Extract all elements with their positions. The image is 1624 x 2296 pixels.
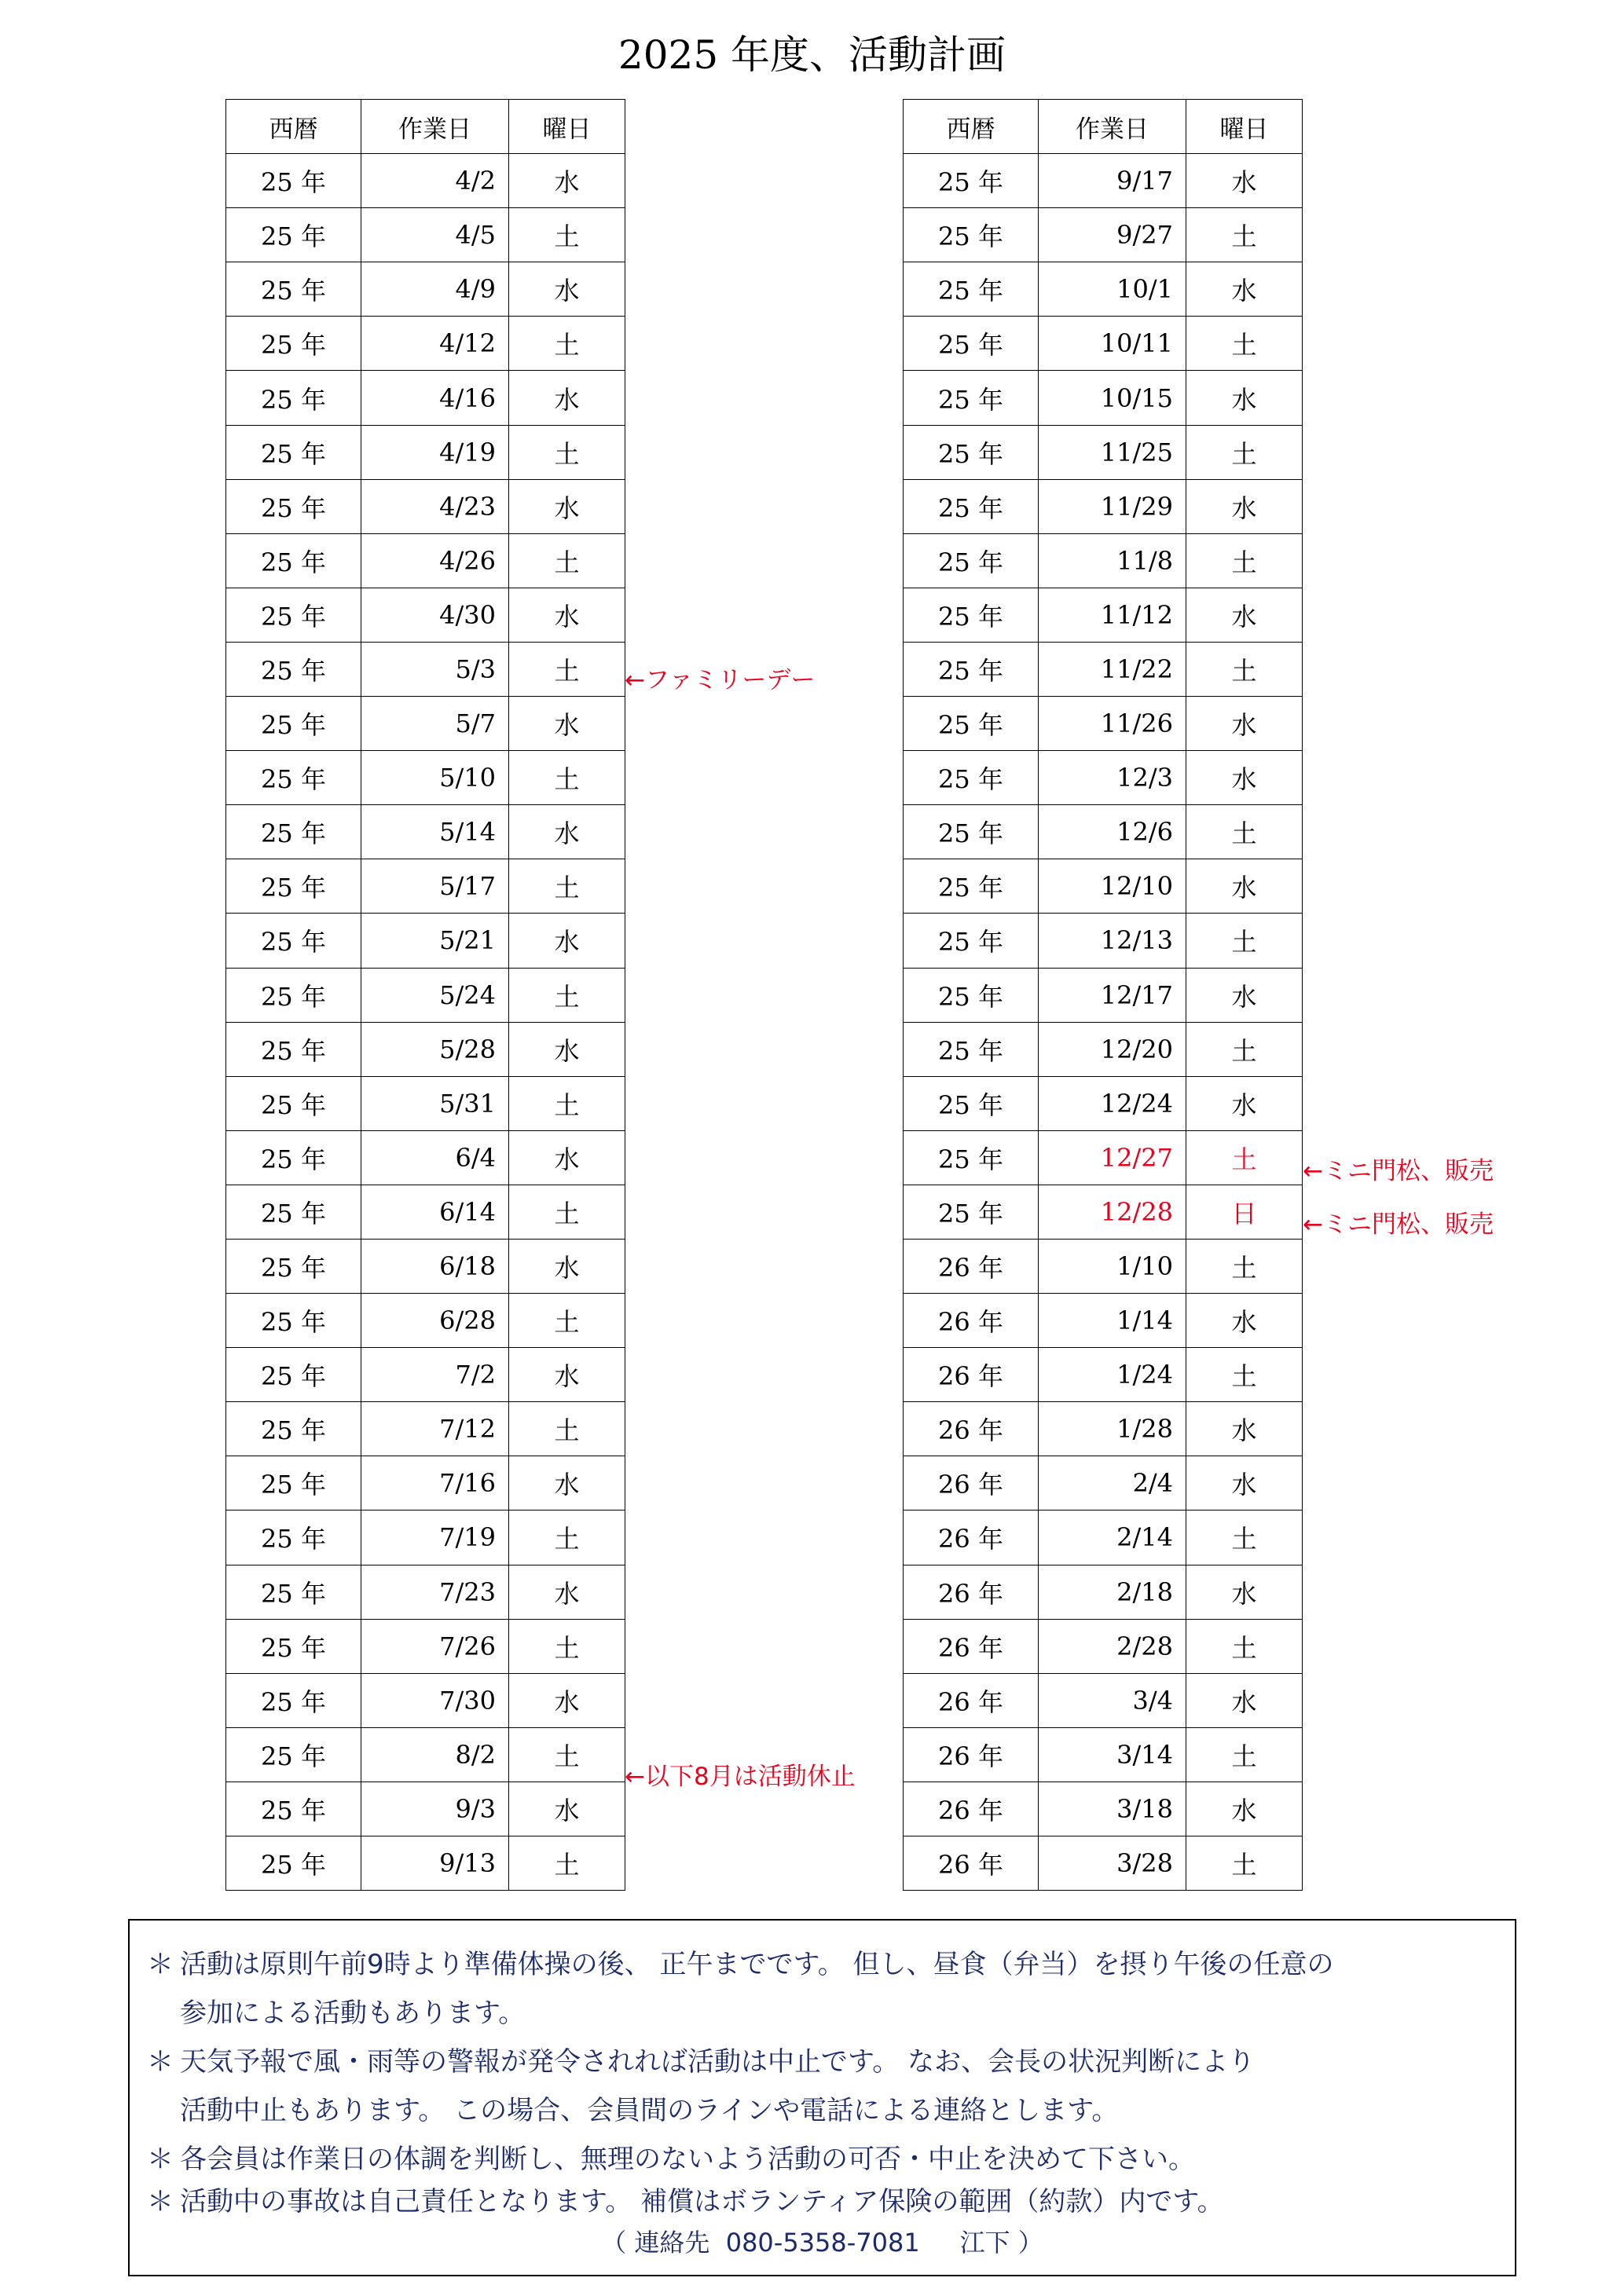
note-line-2 [147, 2040, 1255, 2078]
cell-dow: 水 [509, 1456, 625, 1511]
cell-date: 4/19 [361, 425, 509, 479]
cell-dow: 土 [509, 1402, 625, 1456]
table-header-row [226, 100, 625, 154]
cell-dow: 土 [509, 642, 625, 696]
cell-date: 7/19 [361, 1511, 509, 1565]
cell-year: 25 年 [226, 1782, 361, 1836]
cell-year: 25 年 [226, 697, 361, 751]
cell-date: 2/28 [1039, 1619, 1186, 1673]
header-date: 作業日 [1039, 100, 1186, 154]
cell-dow: 水 [509, 1348, 625, 1402]
table-row [904, 1727, 1303, 1782]
cell-date: 6/18 [361, 1239, 509, 1293]
cell-year: 25 年 [226, 479, 361, 533]
cell-year: 26 年 [904, 1456, 1039, 1511]
cell-date: 1/14 [1039, 1294, 1186, 1348]
cell-dow: 水 [509, 697, 625, 751]
table-row [904, 697, 1303, 751]
header-year: 西暦 [904, 100, 1039, 154]
table-row [226, 751, 625, 805]
schedule-table-left [225, 99, 625, 1891]
cell-dow: 水 [1186, 1673, 1303, 1727]
cell-year: 25 年 [904, 1076, 1039, 1130]
cell-year: 25 年 [904, 859, 1039, 914]
cell-dow: 土 [1186, 425, 1303, 479]
cell-dow: 土 [1186, 1727, 1303, 1782]
contact-line: （ 連絡先 080-5358-7081 江下 ） [601, 2228, 1043, 2258]
cell-dow: 土 [509, 1294, 625, 1348]
table-row [226, 805, 625, 859]
cell-year: 25 年 [226, 1294, 361, 1348]
cell-date: 1/10 [1039, 1239, 1186, 1293]
cell-dow: 水 [1186, 751, 1303, 805]
cell-dow: 土 [509, 317, 625, 371]
cell-date: 11/29 [1039, 479, 1186, 533]
header-year: 西暦 [226, 100, 361, 154]
note-text: 活動は原則午前9時より準備体操の後、 正午までです。 但し、昼食（弁当）を摂り午後の任意の [180, 1949, 1334, 1980]
note-line-2b: 活動中止もあります。 この場合、会員間のラインや電話による連絡とします。 [180, 2095, 1119, 2126]
cell-year: 25 年 [904, 208, 1039, 262]
cell-dow: 土 [1186, 1836, 1303, 1891]
page-title: 2025 年度、活動計画 [618, 32, 1006, 78]
cell-year: 25 年 [226, 805, 361, 859]
cell-year: 26 年 [904, 1727, 1039, 1782]
table-row [904, 208, 1303, 262]
table-row [904, 533, 1303, 588]
family-day-note: ←ファミリーデー [625, 666, 816, 694]
table-row [904, 859, 1303, 914]
table-row [226, 1076, 625, 1130]
cell-dow: 土 [1186, 317, 1303, 371]
bullet-asterisk: ＊ [147, 2186, 174, 2217]
cell-dow: 水 [1186, 154, 1303, 208]
cell-dow: 土 [1186, 1130, 1303, 1185]
cell-dow: 日 [1186, 1185, 1303, 1239]
cell-dow: 水 [1186, 1456, 1303, 1511]
cell-year: 26 年 [904, 1294, 1039, 1348]
cell-dow: 土 [1186, 1511, 1303, 1565]
mini-kadomatsu-note-2: ←ミニ門松、販売 [1303, 1210, 1494, 1239]
cell-year: 25 年 [904, 697, 1039, 751]
table-row [226, 371, 625, 425]
cell-date: 11/26 [1039, 697, 1186, 751]
cell-dow: 土 [1186, 1022, 1303, 1076]
cell-year: 25 年 [226, 1239, 361, 1293]
cell-dow: 水 [509, 1130, 625, 1185]
cell-dow: 水 [1186, 1402, 1303, 1456]
cell-date: 10/1 [1039, 262, 1186, 317]
table-row [904, 1836, 1303, 1891]
table-row [226, 642, 625, 696]
cell-date: 5/10 [361, 751, 509, 805]
cell-date: 4/5 [361, 208, 509, 262]
cell-year: 25 年 [904, 425, 1039, 479]
cell-dow: 土 [509, 533, 625, 588]
note-line-4 [147, 2180, 1224, 2218]
cell-dow: 水 [1186, 968, 1303, 1022]
table-row [226, 533, 625, 588]
table-row [226, 154, 625, 208]
cell-date: 4/23 [361, 479, 509, 533]
cell-date: 8/2 [361, 1727, 509, 1782]
cell-year: 25 年 [904, 588, 1039, 642]
cell-date: 11/8 [1039, 533, 1186, 588]
note-text: 天気予報で風・雨等の警報が発令されれば活動は中止です。 なお、会長の状況判断により [180, 2046, 1256, 2078]
cell-year: 26 年 [904, 1673, 1039, 1727]
cell-date: 7/12 [361, 1402, 509, 1456]
table-row [226, 1836, 625, 1891]
cell-year: 25 年 [226, 859, 361, 914]
table-row [226, 479, 625, 533]
cell-dow: 土 [509, 751, 625, 805]
cell-date: 12/13 [1039, 914, 1186, 968]
cell-year: 25 年 [226, 317, 361, 371]
cell-year: 25 年 [226, 533, 361, 588]
table-row [226, 317, 625, 371]
table-row [904, 1565, 1303, 1619]
cell-dow: 土 [509, 1727, 625, 1782]
cell-date: 4/26 [361, 533, 509, 588]
cell-dow: 水 [509, 1239, 625, 1293]
cell-dow: 土 [1186, 1619, 1303, 1673]
cell-date: 11/12 [1039, 588, 1186, 642]
cell-year: 26 年 [904, 1511, 1039, 1565]
table-row [904, 1402, 1303, 1456]
table-row [904, 968, 1303, 1022]
cell-dow: 土 [1186, 533, 1303, 588]
table-row [226, 1727, 625, 1782]
table-row [904, 642, 1303, 696]
cell-dow: 土 [1186, 805, 1303, 859]
table-row [904, 262, 1303, 317]
cell-year: 25 年 [226, 1565, 361, 1619]
cell-dow: 土 [509, 1836, 625, 1891]
cell-year: 25 年 [904, 371, 1039, 425]
cell-dow: 水 [509, 479, 625, 533]
cell-date: 6/28 [361, 1294, 509, 1348]
cell-year: 25 年 [904, 914, 1039, 968]
table-row [226, 1565, 625, 1619]
cell-dow: 水 [509, 1782, 625, 1836]
cell-year: 25 年 [226, 1076, 361, 1130]
cell-date: 12/20 [1039, 1022, 1186, 1076]
cell-date: 4/12 [361, 317, 509, 371]
header-dow: 曜日 [509, 100, 625, 154]
cell-date: 12/3 [1039, 751, 1186, 805]
cell-date: 3/4 [1039, 1673, 1186, 1727]
cell-year: 25 年 [904, 1185, 1039, 1239]
cell-date: 12/24 [1039, 1076, 1186, 1130]
cell-date: 5/7 [361, 697, 509, 751]
table-row [226, 1348, 625, 1402]
note-line-3 [147, 2137, 1195, 2176]
table-row [904, 1239, 1303, 1293]
cell-date: 5/31 [361, 1076, 509, 1130]
cell-dow: 水 [1186, 697, 1303, 751]
cell-dow: 水 [1186, 262, 1303, 317]
cell-dow: 水 [509, 1022, 625, 1076]
cell-date: 9/17 [1039, 154, 1186, 208]
cell-dow: 水 [509, 154, 625, 208]
table-row [226, 1673, 625, 1727]
table-row [904, 317, 1303, 371]
table-row [904, 1348, 1303, 1402]
cell-date: 12/6 [1039, 805, 1186, 859]
cell-year: 25 年 [226, 914, 361, 968]
cell-date: 3/14 [1039, 1727, 1186, 1782]
table-row [226, 1294, 625, 1348]
cell-date: 7/2 [361, 1348, 509, 1402]
cell-date: 5/28 [361, 1022, 509, 1076]
cell-date: 4/16 [361, 371, 509, 425]
cell-dow: 土 [1186, 1348, 1303, 1402]
cell-date: 3/18 [1039, 1782, 1186, 1836]
cell-year: 25 年 [226, 371, 361, 425]
cell-year: 25 年 [904, 533, 1039, 588]
cell-year: 25 年 [904, 751, 1039, 805]
cell-year: 25 年 [226, 968, 361, 1022]
cell-dow: 土 [509, 968, 625, 1022]
cell-year: 25 年 [226, 1185, 361, 1239]
table-row [904, 479, 1303, 533]
table-row [904, 425, 1303, 479]
cell-dow: 水 [509, 1673, 625, 1727]
cell-year: 25 年 [904, 968, 1039, 1022]
cell-year: 25 年 [226, 154, 361, 208]
cell-dow: 土 [509, 859, 625, 914]
cell-date: 11/22 [1039, 642, 1186, 696]
header-dow: 曜日 [1186, 100, 1303, 154]
notes-box [128, 1919, 1516, 2276]
cell-date: 2/4 [1039, 1456, 1186, 1511]
cell-year: 25 年 [226, 1022, 361, 1076]
bullet-asterisk: ＊ [147, 1949, 174, 1980]
table-row [226, 1619, 625, 1673]
table-row [904, 154, 1303, 208]
table-row [904, 1022, 1303, 1076]
cell-dow: 水 [509, 805, 625, 859]
cell-year: 25 年 [904, 154, 1039, 208]
table-row [226, 208, 625, 262]
table-row [904, 1294, 1303, 1348]
table-row [904, 1511, 1303, 1565]
cell-date: 12/10 [1039, 859, 1186, 914]
cell-date: 9/3 [361, 1782, 509, 1836]
note-text: 各会員は作業日の体調を判断し、無理のないよう活動の可否・中止を決めて下さい。 [180, 2144, 1195, 2175]
cell-year: 25 年 [904, 479, 1039, 533]
cell-date: 5/21 [361, 914, 509, 968]
cell-date: 1/28 [1039, 1402, 1186, 1456]
table-row [904, 1782, 1303, 1836]
cell-dow: 土 [1186, 642, 1303, 696]
cell-date: 2/14 [1039, 1511, 1186, 1565]
note-text: 活動中の事故は自己責任となります。 補償はボランティア保険の範囲（約款）内です。 [180, 2186, 1224, 2217]
cell-year: 25 年 [904, 1130, 1039, 1185]
table-row [226, 1022, 625, 1076]
table-row [226, 1782, 625, 1836]
cell-dow: 土 [509, 208, 625, 262]
cell-date: 4/2 [361, 154, 509, 208]
cell-year: 25 年 [226, 1727, 361, 1782]
note-line-1 [147, 1943, 1334, 1981]
cell-year: 25 年 [226, 208, 361, 262]
table-row [904, 1456, 1303, 1511]
cell-year: 26 年 [904, 1782, 1039, 1836]
cell-year: 26 年 [904, 1836, 1039, 1891]
cell-year: 25 年 [226, 1456, 361, 1511]
cell-year: 25 年 [226, 751, 361, 805]
cell-year: 26 年 [904, 1565, 1039, 1619]
cell-year: 25 年 [904, 1022, 1039, 1076]
cell-dow: 水 [509, 371, 625, 425]
cell-dow: 水 [509, 588, 625, 642]
cell-date: 5/14 [361, 805, 509, 859]
cell-date: 1/24 [1039, 1348, 1186, 1402]
table-row [226, 1402, 625, 1456]
table-row [226, 697, 625, 751]
table-row [226, 1130, 625, 1185]
table-row [904, 1130, 1303, 1185]
cell-date: 11/25 [1039, 425, 1186, 479]
cell-dow: 土 [509, 425, 625, 479]
table-row [226, 1239, 625, 1293]
cell-dow: 土 [1186, 1239, 1303, 1293]
cell-date: 7/16 [361, 1456, 509, 1511]
table-row [226, 425, 625, 479]
table-row [226, 1185, 625, 1239]
cell-year: 25 年 [226, 588, 361, 642]
cell-year: 25 年 [226, 262, 361, 317]
cell-year: 26 年 [904, 1239, 1039, 1293]
table-row [904, 1185, 1303, 1239]
cell-dow: 土 [509, 1511, 625, 1565]
cell-year: 26 年 [904, 1619, 1039, 1673]
cell-dow: 土 [1186, 914, 1303, 968]
table-row [226, 968, 625, 1022]
mini-kadomatsu-note-1: ←ミニ門松、販売 [1303, 1157, 1494, 1185]
cell-year: 25 年 [226, 642, 361, 696]
schedule-table-right [903, 99, 1303, 1891]
cell-dow: 水 [1186, 1076, 1303, 1130]
cell-date: 10/11 [1039, 317, 1186, 371]
cell-date: 9/27 [1039, 208, 1186, 262]
cell-date: 5/3 [361, 642, 509, 696]
cell-year: 25 年 [226, 1130, 361, 1185]
cell-date: 5/17 [361, 859, 509, 914]
cell-dow: 水 [1186, 1782, 1303, 1836]
cell-year: 25 年 [904, 317, 1039, 371]
cell-year: 25 年 [226, 1673, 361, 1727]
cell-dow: 水 [1186, 859, 1303, 914]
cell-year: 25 年 [226, 1348, 361, 1402]
table-row [904, 588, 1303, 642]
cell-date: 6/4 [361, 1130, 509, 1185]
cell-year: 26 年 [904, 1402, 1039, 1456]
cell-date: 3/28 [1039, 1836, 1186, 1891]
table-row [904, 1076, 1303, 1130]
cell-date: 4/9 [361, 262, 509, 317]
bullet-asterisk: ＊ [147, 2046, 174, 2078]
cell-date: 6/14 [361, 1185, 509, 1239]
cell-date: 2/18 [1039, 1565, 1186, 1619]
table-row [226, 1456, 625, 1511]
cell-year: 26 年 [904, 1348, 1039, 1402]
bullet-asterisk: ＊ [147, 2144, 174, 2175]
cell-date: 10/15 [1039, 371, 1186, 425]
cell-year: 25 年 [226, 1836, 361, 1891]
cell-date: 7/23 [361, 1565, 509, 1619]
cell-year: 25 年 [226, 1511, 361, 1565]
cell-dow: 水 [1186, 1565, 1303, 1619]
cell-dow: 土 [509, 1619, 625, 1673]
table-row [904, 1619, 1303, 1673]
header-date: 作業日 [361, 100, 509, 154]
cell-dow: 水 [509, 1565, 625, 1619]
cell-dow: 水 [509, 914, 625, 968]
cell-dow: 土 [1186, 208, 1303, 262]
cell-year: 25 年 [226, 1619, 361, 1673]
cell-year: 25 年 [904, 262, 1039, 317]
cell-date: 12/27 [1039, 1130, 1186, 1185]
table-row [226, 859, 625, 914]
cell-dow: 水 [1186, 479, 1303, 533]
cell-dow: 水 [1186, 1294, 1303, 1348]
note-line-1b: 参加による活動もあります。 [180, 1998, 526, 2029]
table-header-row [904, 100, 1303, 154]
table-row [904, 1673, 1303, 1727]
table-row [226, 588, 625, 642]
table-row [904, 751, 1303, 805]
cell-dow: 水 [509, 262, 625, 317]
table-row [226, 1511, 625, 1565]
cell-date: 7/30 [361, 1673, 509, 1727]
table-row [904, 914, 1303, 968]
cell-year: 25 年 [904, 642, 1039, 696]
cell-dow: 水 [1186, 371, 1303, 425]
cell-dow: 土 [509, 1076, 625, 1130]
cell-date: 12/17 [1039, 968, 1186, 1022]
table-row [226, 262, 625, 317]
cell-dow: 水 [1186, 588, 1303, 642]
cell-year: 25 年 [226, 425, 361, 479]
cell-date: 9/13 [361, 1836, 509, 1891]
cell-date: 12/28 [1039, 1185, 1186, 1239]
table-row [904, 371, 1303, 425]
table-row [904, 805, 1303, 859]
cell-year: 25 年 [904, 805, 1039, 859]
cell-year: 25 年 [226, 1402, 361, 1456]
cell-date: 7/26 [361, 1619, 509, 1673]
cell-date: 5/24 [361, 968, 509, 1022]
august-break-note: ←以下8月は活動休止 [625, 1763, 856, 1791]
table-row [226, 914, 625, 968]
cell-dow: 土 [509, 1185, 625, 1239]
cell-date: 4/30 [361, 588, 509, 642]
